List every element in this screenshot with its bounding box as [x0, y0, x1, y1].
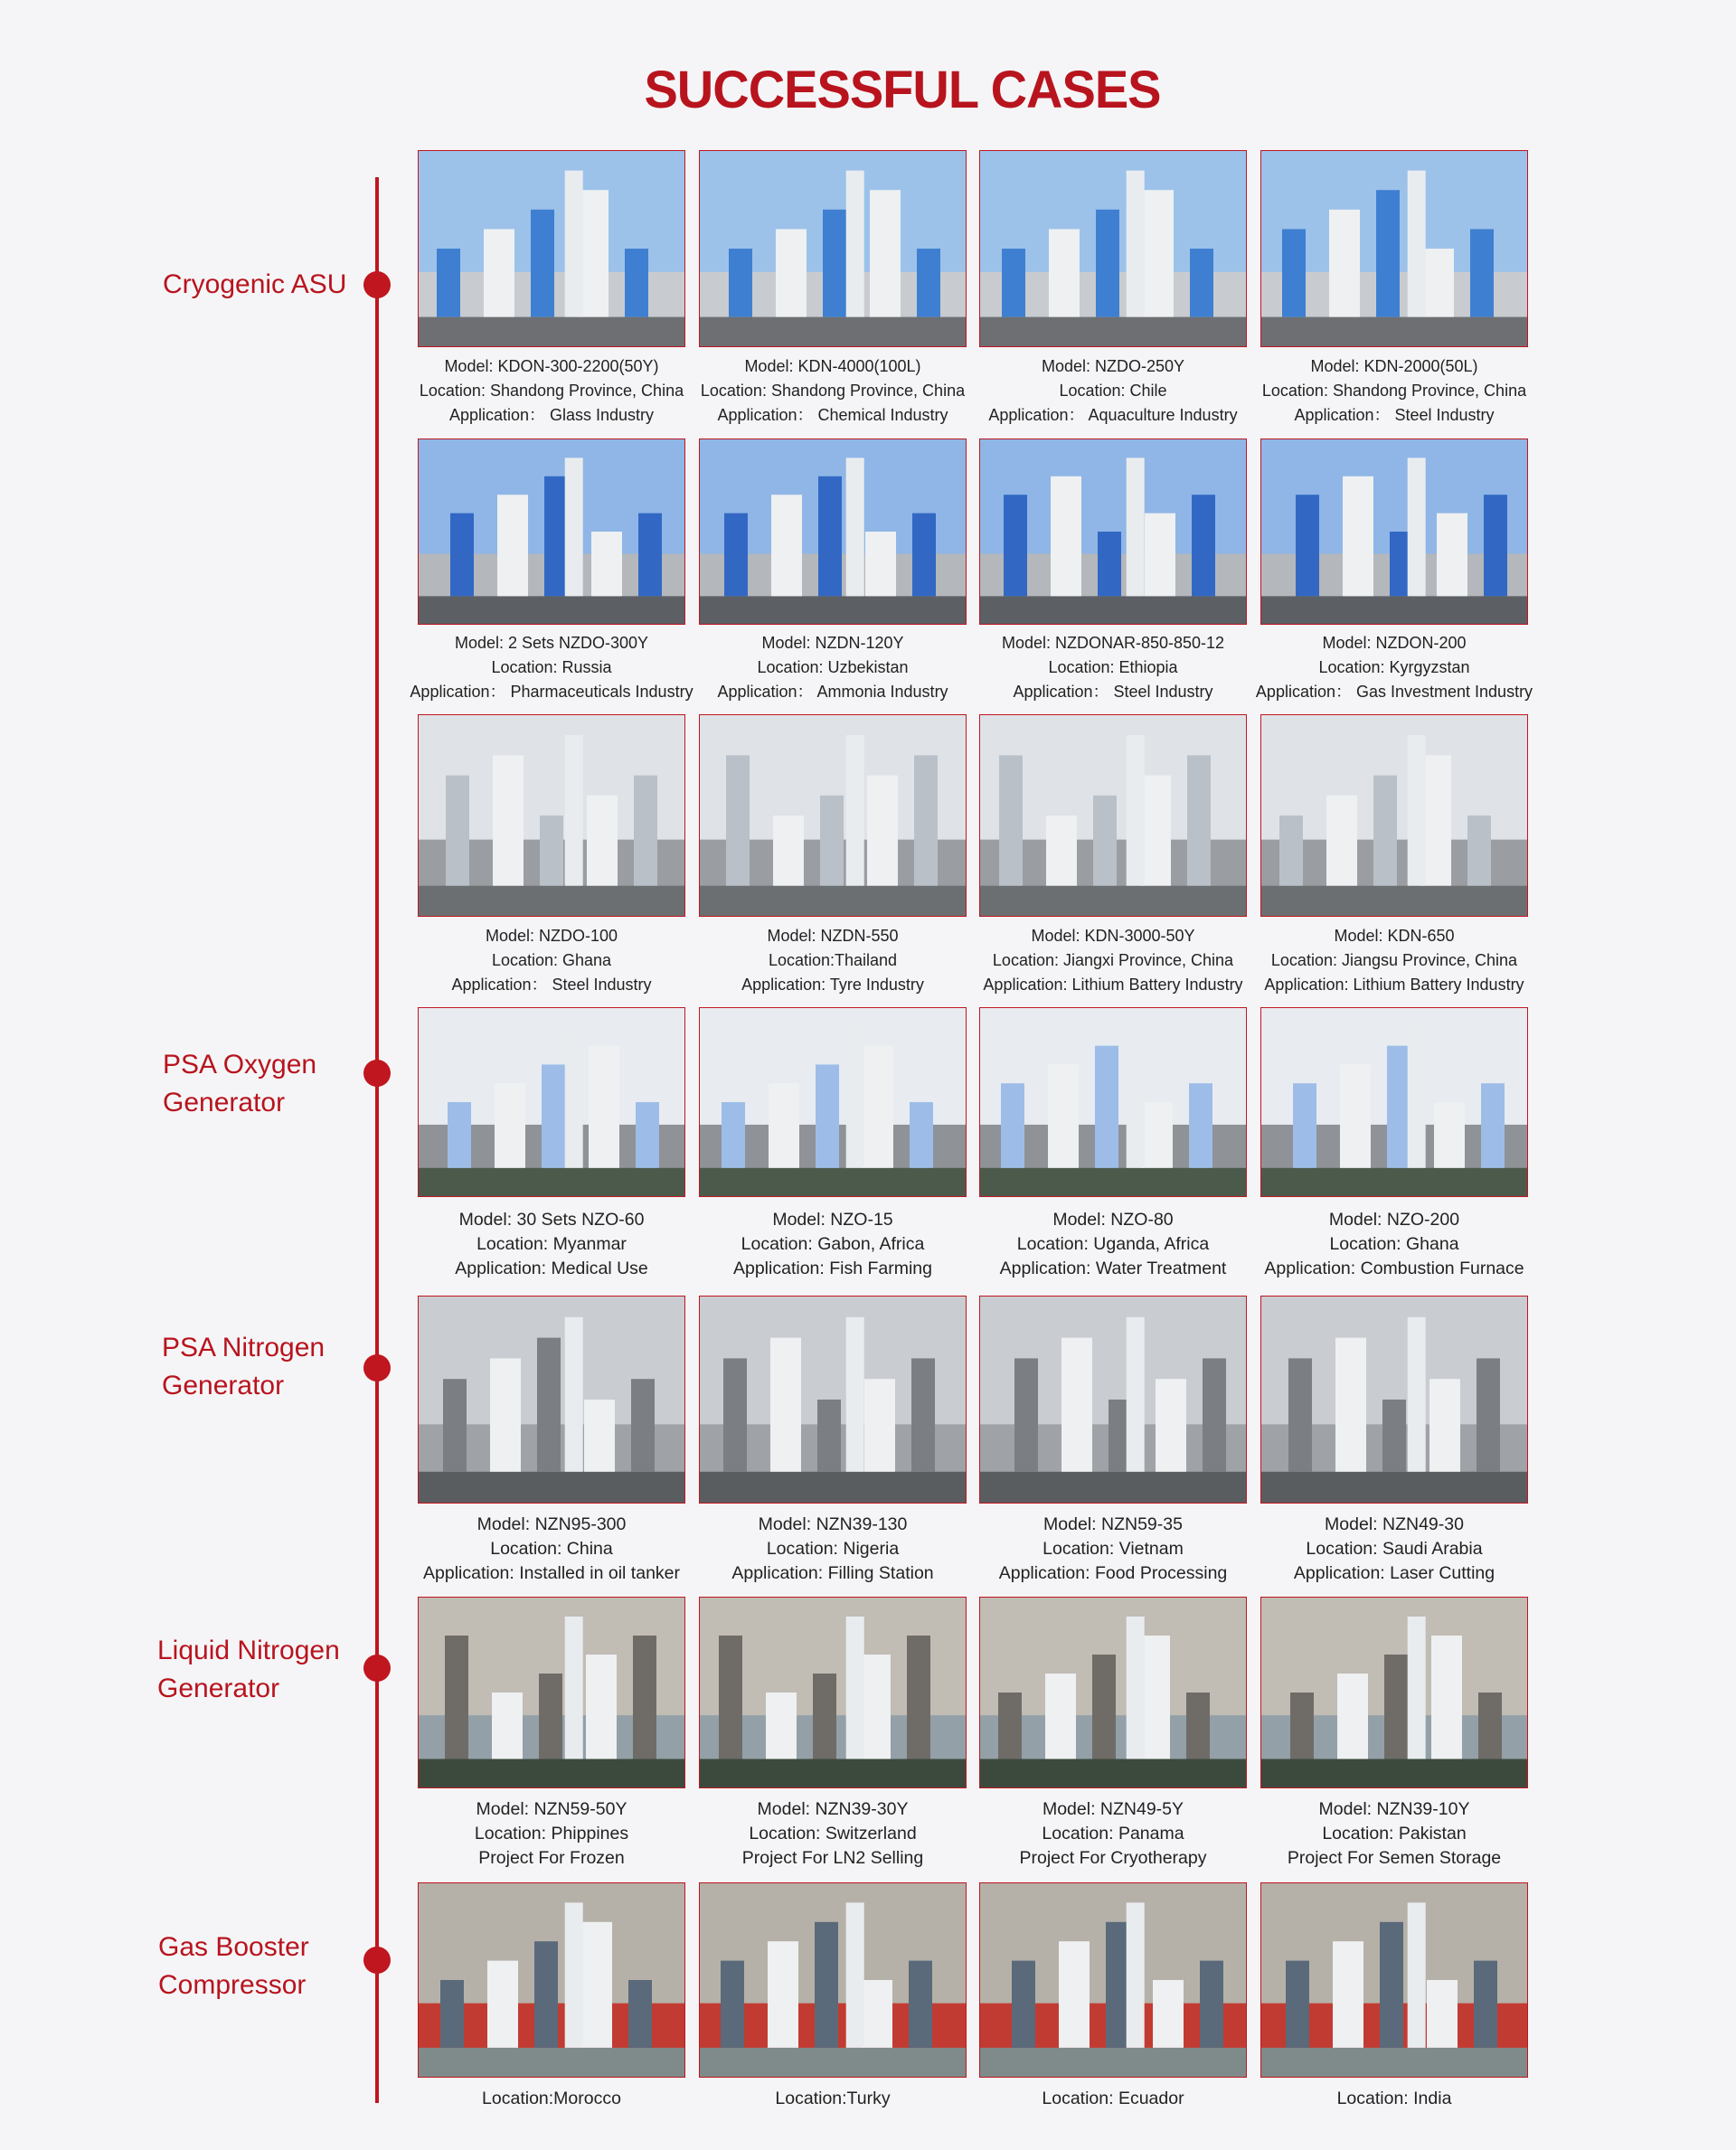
case-caption-line: Location: Shandong Province, China [419, 382, 684, 400]
category-label-line: Cryogenic ASU [163, 269, 347, 299]
case-caption-line: Location: Ethiopia [1048, 658, 1178, 676]
case-caption [681, 2087, 985, 2111]
case-caption-line: Model: NZN39-130 [758, 1514, 908, 1534]
case-caption-line: Application： Steel Industry [1013, 683, 1213, 701]
case-caption-line: Project For LN2 Selling [741, 1848, 924, 1868]
case-caption-line: Location: Ghana [1329, 1234, 1459, 1254]
case-caption-line: Application: Food Processing [998, 1563, 1228, 1583]
timeline-dot [363, 271, 391, 298]
case-caption-line: Location: Panama [1042, 1824, 1184, 1844]
timeline-dot [363, 1655, 391, 1682]
category-label-line: PSA Oxygen [163, 1050, 317, 1080]
case-caption-line: Location: Jiangxi Province, China [992, 951, 1234, 969]
case-caption-line: Application: Fish Farming [732, 1259, 932, 1278]
case-caption-line: Model: KDN-650 [1334, 927, 1455, 945]
case-photo [1260, 438, 1528, 625]
category-label-line: Compressor [158, 1970, 307, 2000]
case-photo [699, 438, 967, 625]
case-caption-line: Application: Installed in oil tanker [423, 1563, 680, 1583]
timeline-dot [363, 1947, 391, 1974]
case-caption [681, 354, 985, 428]
case-photo [699, 1882, 967, 2078]
case-caption-line: Application: Medical Use [455, 1259, 648, 1278]
case-caption-line: Model: NZDO-100 [485, 927, 618, 945]
case-caption-line: Project For Frozen [478, 1848, 625, 1868]
category-label [162, 1329, 325, 1405]
case-caption-line: Model: NZN39-30Y [757, 1799, 909, 1819]
case-caption-line: Model: NZDN-550 [767, 927, 899, 945]
case-photo [418, 1882, 685, 2078]
case-caption-line: Location:Morocco [482, 2089, 621, 2108]
case-photo [979, 1296, 1247, 1504]
case-photo [979, 1007, 1247, 1197]
category-label-line: PSA Nitrogen [162, 1333, 326, 1363]
case-caption-line: Location: Phippines [474, 1824, 629, 1844]
timeline-dot [363, 1354, 391, 1381]
case-caption-line: Location: Shandong Province, China [700, 382, 966, 400]
case-caption-line: Application： Steel Industry [451, 976, 652, 994]
case-caption-line: Location: Shandong Province, China [1261, 382, 1527, 400]
case-caption-line: Location: Uganda, Africa [1016, 1234, 1210, 1254]
case-caption [400, 354, 703, 428]
timeline-dot [363, 1060, 391, 1087]
case-caption-line: Location:Turky [775, 2089, 891, 2108]
case-caption-line: Model: NZDN-120Y [761, 634, 904, 652]
case-caption [961, 2087, 1265, 2111]
case-caption-line: Model: NZO-80 [1052, 1210, 1174, 1230]
category-label-line: Liquid Nitrogen [157, 1636, 340, 1665]
case-caption-line: Location: Saudi Arabia [1306, 1539, 1483, 1559]
case-caption-line: Model: NZDONAR-850-850-12 [1001, 634, 1225, 652]
case-caption [1242, 354, 1546, 428]
case-caption [400, 631, 703, 704]
case-caption-line: Application： Aquaculture Industry [988, 406, 1238, 424]
case-caption [961, 631, 1265, 704]
case-caption-line: Model: KDN-4000(100L) [744, 357, 921, 375]
category-label [163, 266, 346, 304]
case-caption [400, 1797, 703, 1871]
case-photo [979, 150, 1247, 347]
case-caption-line: Application: Water Treatment [999, 1259, 1227, 1278]
case-caption-line: Application： Ammonia Industry [717, 683, 948, 701]
case-caption-line: Location: Uzbekistan [757, 658, 909, 676]
category-label [163, 1046, 316, 1122]
case-caption-line: Location: Kyrgyzstan [1318, 658, 1470, 676]
case-photo [418, 438, 685, 625]
category-label-line: Generator [163, 1088, 286, 1117]
case-caption-line: Model: NZN59-50Y [476, 1799, 627, 1819]
case-caption-line: Application: Tyre Industry [741, 976, 924, 994]
case-caption-line: Project For Cryotherapy [1019, 1848, 1207, 1868]
case-caption-line: Application: Filling Station [731, 1563, 934, 1583]
page-title: SUCCESSFUL CASES [644, 59, 1161, 119]
case-photo [979, 714, 1247, 917]
case-caption [400, 924, 703, 997]
case-caption-line: Location: Chile [1059, 382, 1167, 400]
category-label [157, 1632, 340, 1708]
case-caption-line: Model: NZN49-5Y [1042, 1799, 1184, 1819]
case-caption-line: Location: Vietnam [1043, 1539, 1184, 1559]
case-caption-line: Location: India [1336, 2089, 1452, 2108]
case-caption [961, 354, 1265, 428]
case-photo [418, 150, 685, 347]
case-photo [418, 1597, 685, 1788]
case-caption [400, 1513, 703, 1586]
category-label-line: Generator [162, 1371, 285, 1400]
category-label [158, 1928, 309, 2004]
case-caption-line: Model: NZO-15 [772, 1210, 893, 1230]
case-caption-line: Model: KDN-2000(50L) [1310, 357, 1478, 375]
case-photo [699, 1007, 967, 1197]
case-photo [418, 1007, 685, 1197]
case-photo [418, 714, 685, 917]
case-caption [961, 924, 1265, 997]
case-caption-line: Application: Lithium Battery Industry [1264, 976, 1524, 994]
case-photo [418, 1296, 685, 1504]
timeline-line [375, 177, 379, 2103]
case-caption [1242, 2087, 1546, 2111]
case-caption-line: Model: NZDO-250Y [1041, 357, 1185, 375]
case-caption [1242, 1208, 1546, 1281]
case-caption-line: Location: Ecuador [1042, 2089, 1184, 2108]
case-caption-line: Location: China [490, 1539, 613, 1559]
case-photo [699, 1597, 967, 1788]
case-photo [979, 1597, 1247, 1788]
case-caption [681, 924, 985, 997]
case-photo [1260, 714, 1528, 917]
case-photo [1260, 1882, 1528, 2078]
case-caption-line: Location: Nigeria [766, 1539, 900, 1559]
case-caption-line: Location: Ghana [491, 951, 612, 969]
case-caption [961, 1513, 1265, 1586]
case-caption-line: Model: 30 Sets NZO-60 [458, 1210, 645, 1230]
case-caption-line: Application: Lithium Battery Industry [983, 976, 1243, 994]
case-caption-line: Location: Pakistan [1322, 1824, 1467, 1844]
case-caption-line: Location:Thailand [768, 951, 898, 969]
case-caption [400, 1208, 703, 1281]
case-caption [681, 1797, 985, 1871]
case-caption-line: Location: Gabon, Africa [741, 1234, 925, 1254]
case-photo [1260, 1296, 1528, 1504]
case-caption-line: Model: 2 Sets NZDO-300Y [454, 634, 649, 652]
case-caption-line: Location: Myanmar [476, 1234, 627, 1254]
case-caption-line: Model: KDN-3000-50Y [1031, 927, 1195, 945]
case-caption [681, 1208, 985, 1281]
case-caption-line: Model: NZN95-300 [476, 1514, 627, 1534]
case-caption [1242, 1513, 1546, 1586]
case-caption [681, 631, 985, 704]
case-caption [400, 2087, 703, 2111]
case-caption-line: Application： Glass Industry [448, 406, 655, 424]
case-caption-line: Location: Russia [491, 658, 612, 676]
case-caption [961, 1208, 1265, 1281]
case-caption [1242, 1797, 1546, 1871]
case-caption-line: Project For Semen Storage [1287, 1848, 1502, 1868]
case-caption-line: Model: NZN59-35 [1043, 1514, 1183, 1534]
case-caption-line: Application： Gas Investment Industry [1255, 683, 1533, 701]
case-caption [1242, 924, 1546, 997]
case-photo [699, 150, 967, 347]
case-caption-line: Application: Laser Cutting [1293, 1563, 1495, 1583]
case-caption [681, 1513, 985, 1586]
case-photo [1260, 1007, 1528, 1197]
case-caption-line: Application： Pharmaceuticals Industry [410, 683, 693, 701]
case-photo [699, 1296, 967, 1504]
case-caption [961, 1797, 1265, 1871]
case-caption [1242, 631, 1546, 704]
case-caption-line: Application: Combustion Furnace [1264, 1259, 1524, 1278]
case-caption-line: Model: NZN39-10Y [1318, 1799, 1470, 1819]
category-label-line: Generator [157, 1674, 280, 1703]
case-photo [1260, 150, 1528, 347]
case-caption-line: Application： Steel Industry [1294, 406, 1495, 424]
category-label-line: Gas Booster [158, 1932, 309, 1962]
case-photo [699, 714, 967, 917]
case-caption-line: Location: Jiangsu Province, China [1270, 951, 1518, 969]
case-photo [979, 1882, 1247, 2078]
case-photo [979, 438, 1247, 625]
case-caption-line: Model: NZN49-30 [1325, 1514, 1464, 1534]
case-photo [1260, 1597, 1528, 1788]
case-caption-line: Location: Switzerland [749, 1824, 917, 1844]
case-caption-line: Model: KDON-300-2200(50Y) [444, 357, 659, 375]
case-caption-line: Application： Chemical Industry [717, 406, 948, 424]
case-caption-line: Model: NZDON-200 [1322, 634, 1467, 652]
case-caption-line: Model: NZO-200 [1328, 1210, 1460, 1230]
